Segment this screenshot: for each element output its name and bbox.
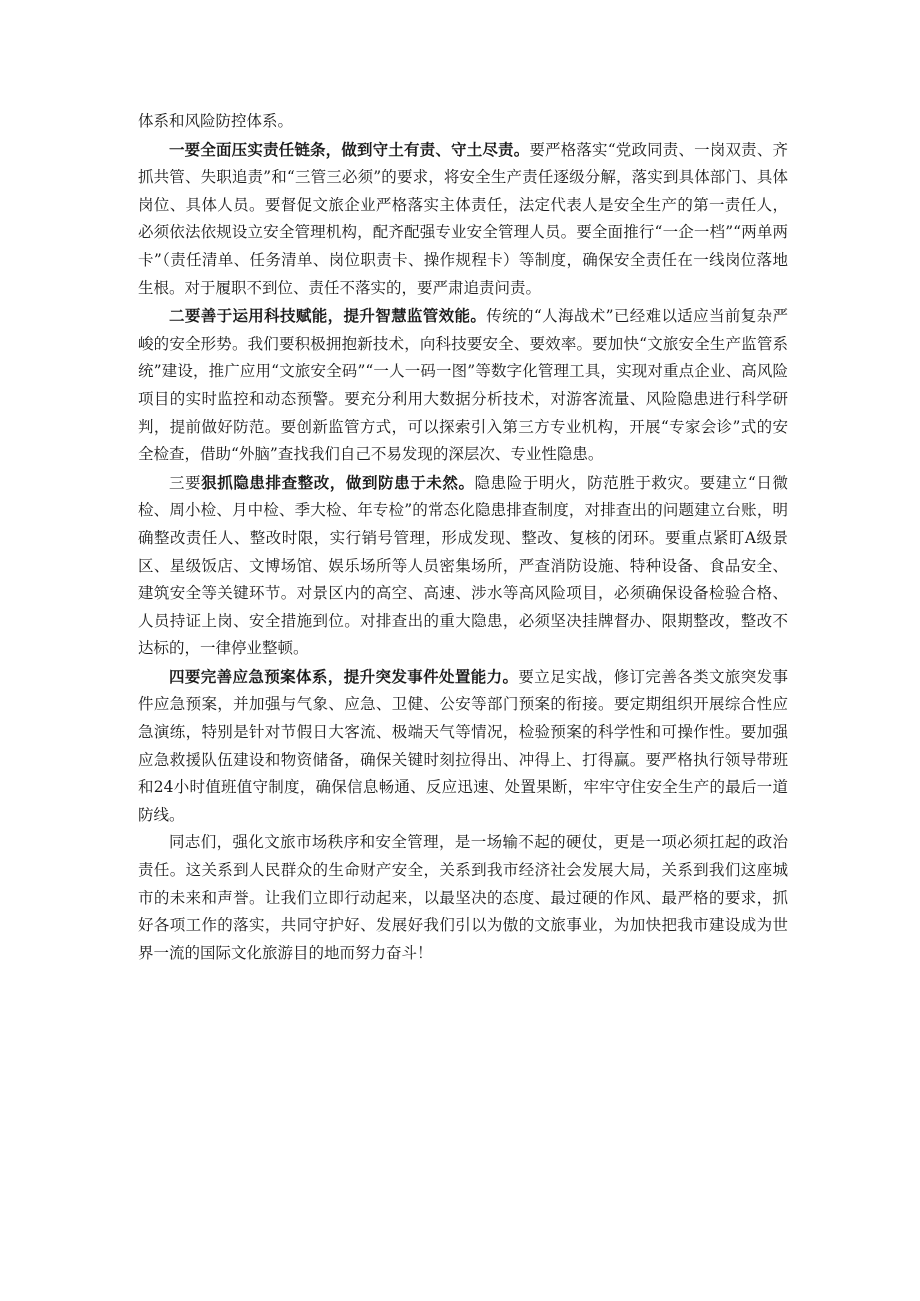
paragraph-text: 传统的“人海战术”已经难以适应当前复杂严峻的安全形势。我们要积极拥抱新技术，向科技要安全、要效率。要加快“文旅安全生产监管系统”建设，推广应用“文旅安全码”“一人一码一图”等数字化管理工具，实现对重点企业、高风险项目的实时监控和动态预警。要充分利用大数据分析技术，对游客流量、风险隐患进行科学研判，提前做好防范。要创新监管方式，可以探索引入第三方专业机构，开展“专家会诊”式的安全检查，借助“外脑”查找我们自己不易发现的深层次、专业性隐患。	[138, 307, 788, 464]
paragraph-continuation	[138, 108, 788, 136]
paragraph-point-3	[138, 469, 788, 663]
paragraph-text: 要立足实战，修订完善各类文旅突发事件应急预案，并加强与气象、应急、卫健、公安等部门预案的衔接。要定期组织开展综合性应急演练，特别是针对节假日大客流、极端天气等情况，检验预案的科学性和可操作性。要加强应急救援队伍建设和物资储备，确保关键时刻拉得出、冲得上、打得赢。要严格执行领导带班和24小时值班值守制度，确保信息畅通、反应迅速、处置果断，牢牢守住安全生产的最后一道防线。	[138, 667, 788, 824]
paragraph-text: 要严格落实“党政同责、一岗双责、齐抓共管、失职追责”和“三管三必须”的要求，将安全生产责任逐级分解，落实到具体部门、具体岗位、具体人员。要督促文旅企业严格落实主体责任，法定代表人是安全生产的第一责任人，必须依法依规设立安全管理机构，配齐配强专业安全管理人员。要全面推行“一企一档”“两单两卡”（责任清单、任务清单、岗位职责卡、操作规程卡）等制度，确保安全责任在一线岗位落地生根。对于履职不到位、责任不落实的，要严肃追责问责。	[138, 140, 788, 297]
paragraph-text: 同志们，强化文旅市场秩序和安全管理，是一场输不起的硬仗，更是一项必须扛起的政治责任。这关系到人民群众的生命财产安全，关系到我市经济社会发展大局，关系到我们这座城市的未来和声誉。让我们立即行动起来，以最坚决的态度、最过硬的作风、最严格的要求，抓好各项工作的落实，共同守护好、发展好我们引以为傲的文旅事业，为加快把我市建设成为世界一流的国际文化旅游目的地而努力奋斗！	[138, 833, 788, 962]
paragraph-lead: 一要全面压实责任链条，做到守土有责、守土尽责。	[169, 139, 530, 159]
paragraph-lead: 二要善于运用科技赋能，提升智慧监管效能。	[169, 306, 487, 326]
paragraph-text: 体系和风险防控体系。	[138, 112, 294, 130]
paragraph-point-2	[138, 302, 788, 469]
paragraph-point-4	[138, 663, 788, 830]
paragraph-lead: 狠抓隐患排查整改，做到防患于未然。	[201, 472, 475, 492]
document-page	[138, 108, 788, 967]
paragraph-point-1	[138, 136, 788, 303]
paragraph-lead-prefix: 三要	[169, 473, 202, 492]
paragraph-closing	[138, 829, 788, 967]
paragraph-lead: 四要完善应急预案体系，提升突发事件处置能力。	[169, 666, 519, 686]
paragraph-text: 隐患险于明火，防范胜于救灾。要建立“日微检、周小检、月中检、季大检、年专检”的常态化隐患排查制度，对排查出的问题建立台账，明确整改责任人、整改时限，实行销号管理，形成发现、整改、复核的闭环。要重点紧盯A级景区、星级饭店、文博场馆、娱乐场所等人员密集场所，严查消防设施、特种设备、食品安全、建筑安全等关键环节。对景区内的高空、高速、涉水等高风险项目，必须确保设备检验合格、人员持证上岗、安全措施到位。对排查出的重大隐患，必须坚决挂牌督办、限期整改，整改不达标的，一律停业整顿。	[138, 473, 788, 658]
